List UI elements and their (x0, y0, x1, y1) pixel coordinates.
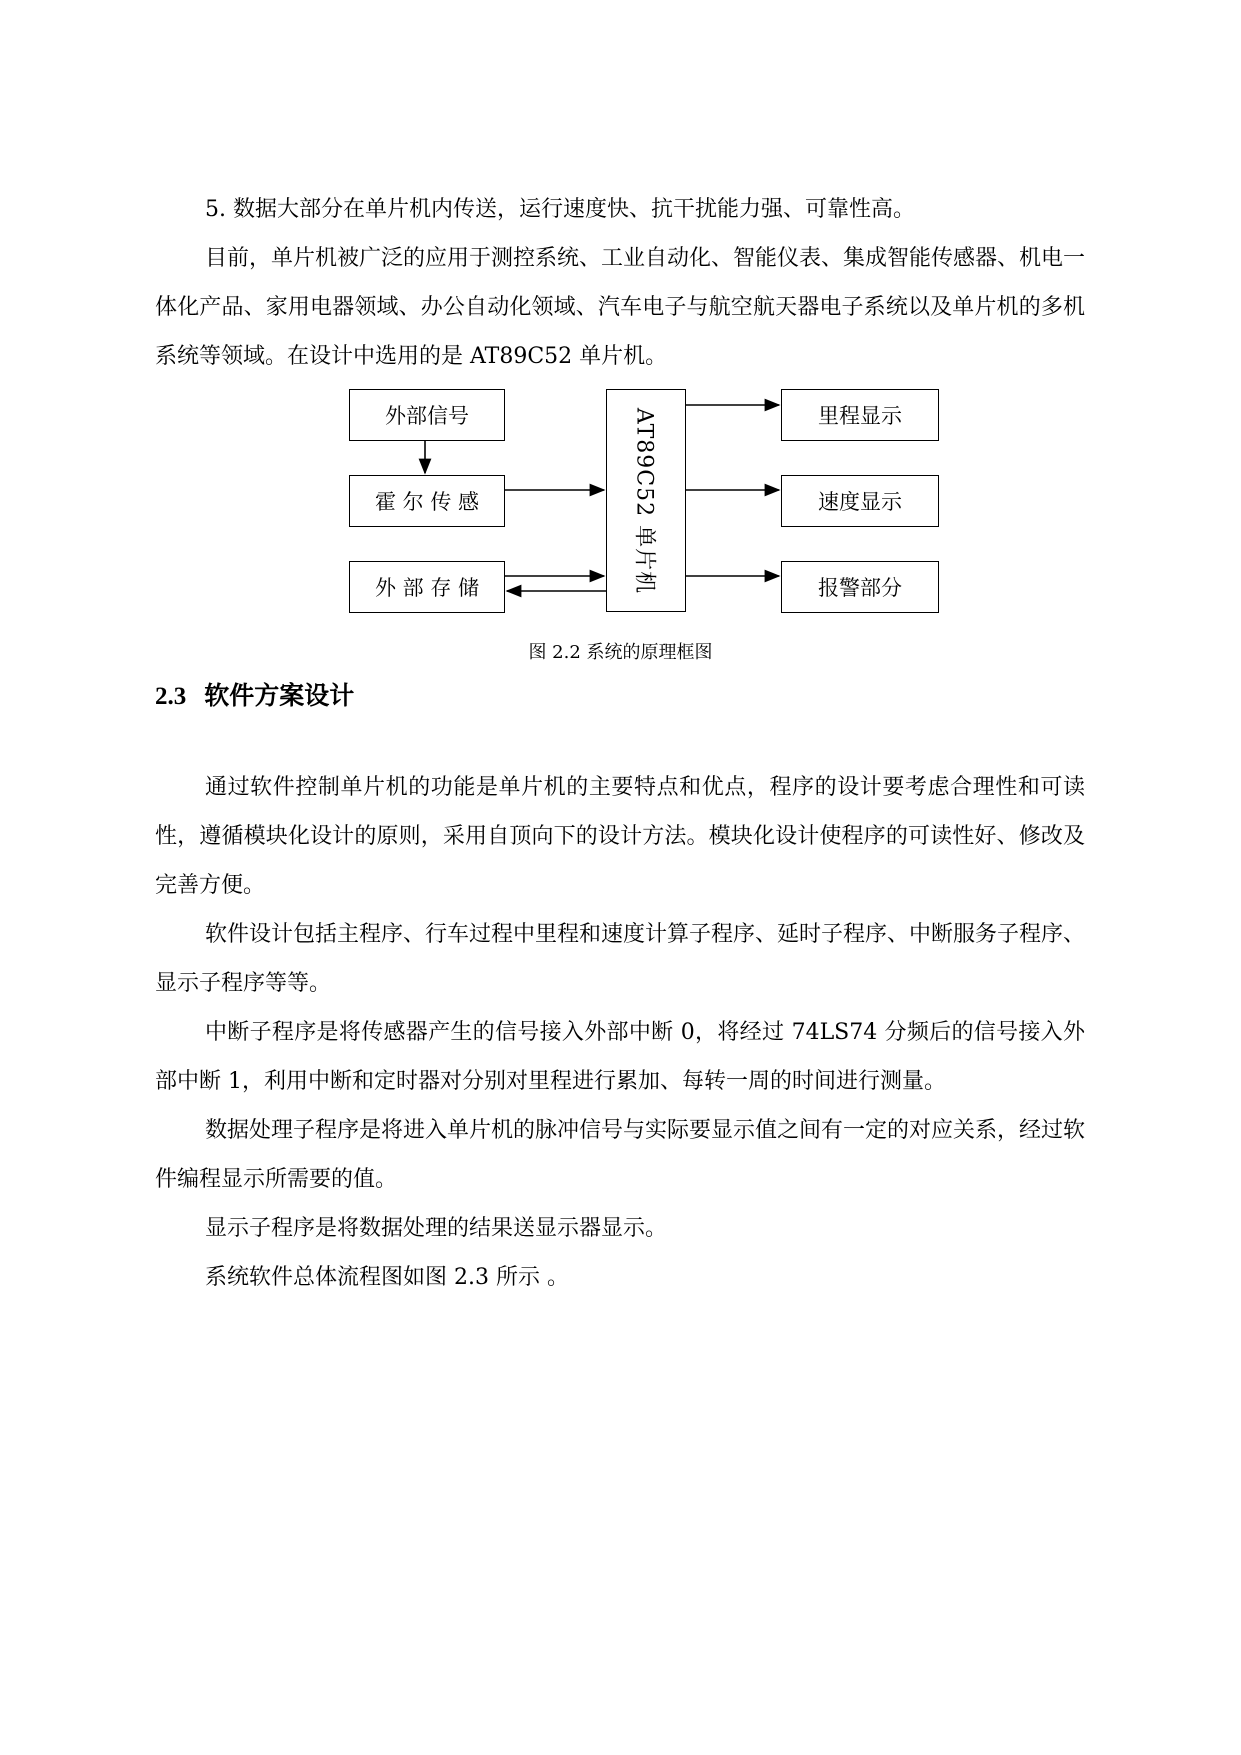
box-mcu (606, 389, 686, 612)
section-title: 软件方案设计 (204, 681, 355, 710)
paragraph-software-control: 通过软件控制单片机的功能是单片机的主要特点和优点，程序的设计要考虑合理性和可读性，遵循模块化设计的原则，采用自顶向下的设计方法。模块化设计使程序的可读性好、修改及完善方便。 (155, 775, 1085, 898)
paragraph-software-design: 软件设计包括主程序、行车过程中里程和速度计算子程序、延时子程序、中断服务子程序、显示子程序等等。 (155, 922, 1086, 996)
paragraph-data-processing: 数据处理子程序是将进入单片机的脉冲信号与实际要显示值之间有一定的对应关系，经过软件编程显示所需要的值。 (155, 1118, 1086, 1192)
box-hall-sensor: 霍 尔 传 感 (349, 475, 505, 527)
paragraph-interrupt: 中断子程序是将传感器产生的信号接入外部中断 0，将经过 74LS74 分频后的信号接入外部中断 1，利用中断和定时器对分别对里程进行累加、每转一周的时间进行测量。 (155, 1020, 1085, 1094)
box-mileage-display: 里程显示 (781, 389, 939, 441)
paragraph-display: 显示子程序是将数据处理的结果送显示器显示。 (205, 1216, 668, 1241)
mcu-label: AT89C52 单片机 (631, 407, 657, 594)
box-external-storage: 外 部 存 储 (349, 561, 505, 613)
box-speed-display: 速度显示 (781, 475, 939, 527)
section-heading (155, 676, 354, 712)
paragraph-applications: 目前，单片机被广泛的应用于测控系统、工业自动化、智能仪表、集成智能传感器、机电一体化产品、家用电器领域、办公自动化领域、汽车电子与航空航天器电子系统以及单片机的多机系统等领域。在设计中选用的是 AT89C52 单片机。 (155, 246, 1086, 369)
box-alarm-section: 报警部分 (781, 561, 939, 613)
box-external-signal: 外部信号 (349, 389, 505, 441)
section-number: 2.3 (155, 683, 187, 710)
paragraph-feature-5: 5. 数据大部分在单片机内传送，运行速度快、抗干扰能力强、可靠性高。 (205, 197, 915, 222)
paragraph-flowchart-ref: 系统软件总体流程图如图 2.3 所示 。 (205, 1265, 569, 1290)
figure-caption: 图 2.2 系统的原理框图 (528, 642, 713, 663)
